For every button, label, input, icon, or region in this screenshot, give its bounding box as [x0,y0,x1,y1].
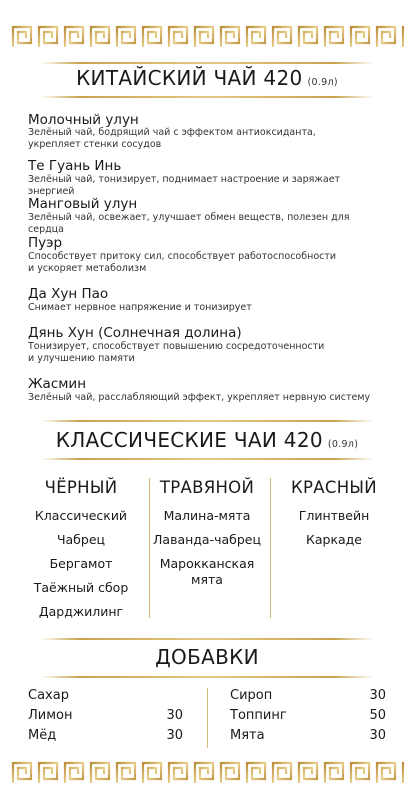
gold-divider [40,420,374,422]
volume-label: (0.9л) [327,439,359,450]
tea-name: мята [191,572,223,587]
addition-name: Мёд [28,728,57,743]
gold-divider [40,62,374,64]
column-heading: КРАСНЫЙ [291,478,377,497]
column-herbal [138,478,276,596]
section-title-chinese [0,66,414,90]
greek-key-meander-icon [10,24,404,50]
tea-name: Каркаде [305,532,362,547]
tea-description: и ускоряет метаболизм [28,263,147,274]
addition-row [28,688,183,706]
gold-divider [40,638,374,640]
tea-name: Малина-мята [163,508,251,523]
tea-name: Бергамот [49,556,113,571]
gold-divider [40,458,374,460]
addition-name: Сироп [230,688,273,703]
addition-name: Мята [230,728,265,743]
tea-description: укрепляет стенки сосудов [28,139,162,150]
tea-name: Таёжный сбор [33,580,129,595]
column-red [265,478,403,556]
tea-name: Молочный улун [28,112,139,128]
tea-description: Снимает нервное напряжение и тонизирует [28,302,252,313]
addition-name: Сахар [28,688,69,703]
addition-name: Топпинг [230,708,287,723]
section-title: ДОБАВКИ [155,645,259,669]
tea-name: Да Хун Пао [28,286,109,302]
tea-name: Чабрец [56,532,106,547]
column-heading: ТРАВЯНОЙ [159,478,255,497]
column-heading: ЧЁРНЫЙ [44,478,118,497]
tea-name: Дянь Хун (Солнечная долина) [28,325,242,341]
volume-label: (0.9л) [307,77,338,88]
greek-key-border-top [10,24,404,50]
addition-price: 30 [166,728,183,743]
tea-description: Тонизирует, способствует повышению сосредоточенности [28,341,325,352]
section-title-additions [0,645,414,669]
addition-price: 50 [369,708,386,723]
section-title: КИТАЙСКИЙ ЧАЙ 420 [76,66,303,90]
addition-row [28,728,183,746]
section-title: КЛАССИЧЕСКИЕ ЧАИ 420 [55,428,323,452]
tea-name: Дарджилинг [38,604,124,619]
addition-row [230,728,386,746]
addition-price: 30 [369,688,386,703]
tea-name: Манговый улун [28,196,138,212]
tea-description: Зелёный чай, расслабляющий эффект, укрепляет нервную систему [28,392,371,403]
tea-name: Марокканская [159,556,255,571]
column-divider [207,688,208,748]
tea-description: Зелёный чай, освежает, улучшает обмен веществ, полезен для сердца [28,212,350,235]
tea-description: Зелёный чай, тонизирует, поднимает настроение и заряжает энергией [28,174,341,197]
tea-description: и улучшению памяти [28,353,135,364]
tea-description: Зелёный чай, бодрящий чай с эффектом антиоксиданта, [28,127,316,138]
tea-description: Способствует притоку сил, способствует работоспособности [28,251,337,262]
tea-name: Жасмин [28,376,87,392]
tea-name: Лаванда-чабрец [153,532,261,547]
gold-divider [40,676,374,678]
column-black [12,478,150,628]
addition-price: 30 [166,708,183,723]
greek-key-meander-icon [10,760,404,786]
addition-name: Лимон [28,708,73,723]
tea-name: Глинтвейн [298,508,370,523]
tea-name: Те Гуань Инь [28,158,122,174]
tea-name: Классический [34,508,128,523]
addition-row [230,708,386,726]
addition-price: 30 [369,728,386,743]
tea-name: Пуэр [28,235,63,251]
gold-divider [40,96,374,98]
addition-row [28,708,183,726]
addition-row [230,688,386,706]
greek-key-border-bottom [10,760,404,786]
section-title-classic [0,428,414,452]
